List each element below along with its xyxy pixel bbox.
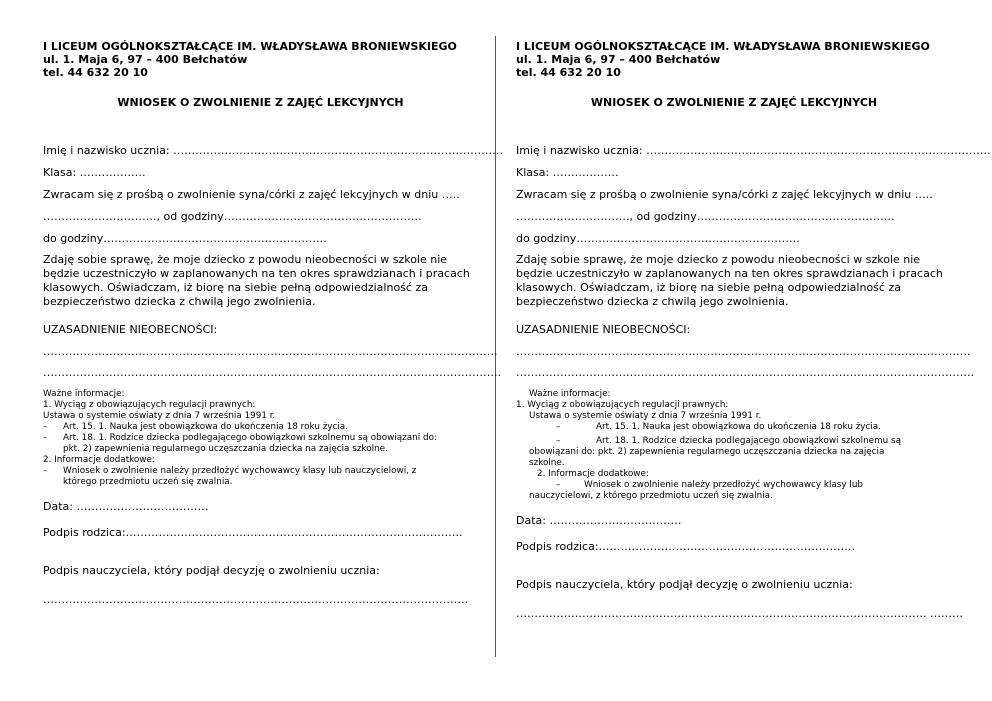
class-field[interactable]: Klasa: ……………… (43, 166, 146, 179)
parent-signature-field[interactable]: Podpis rodzica:……………………………………………………………………………….. (43, 526, 463, 539)
teacher-signature-label: Podpis nauczyciela, który podjął decyzję o zwolnieniu ucznia: (516, 578, 853, 591)
info-heading: Ważne informacje: (529, 389, 611, 399)
important-info (516, 389, 952, 502)
justification-line-1[interactable]: ……………………………………………………………………………………………………………. (43, 345, 498, 358)
dash-bullet: – (43, 466, 48, 476)
student-name-field[interactable]: Imię i nazwisko ucznia: ……………………………………………………………………………… (43, 144, 504, 157)
justification-label: UZASADNIENIE NIEOBECNOŚCI: (43, 323, 218, 336)
info-item-2: 2. Informacje dodatkowe: (537, 469, 649, 479)
school-phone: tel. 44 632 20 10 (516, 66, 621, 79)
request-line[interactable]: Zwracam się z prośbą o zwolnienie syna/córki z zajęć lekcyjnych w dniu ….. (516, 188, 933, 201)
info-act: Ustawa o systemie oświaty z dnia 7 września 1991 r. (529, 411, 762, 421)
parent-signature-field[interactable]: Podpis rodzica:……………………………………………………………. (516, 540, 856, 553)
teacher-signature-field[interactable]: …………………………………………………………………………………………………. ……… (516, 607, 963, 620)
form-right (497, 0, 992, 701)
info-item-2: 2. Informacje dodatkowe: (43, 455, 155, 465)
teacher-signature-label: Podpis nauczyciela, który podjął decyzję o zwolnieniu ucznia: (43, 564, 380, 577)
dash-bullet: – (556, 422, 561, 432)
info-item-1: 1. Wyciąg z obowiązujących regulacji prawnych: (43, 400, 256, 410)
form-title: WNIOSEK O ZWOLNIENIE Z ZAJĘĆ LEKCYJNYCH (590, 96, 878, 109)
form-title: WNIOSEK O ZWOLNIENIE Z ZAJĘĆ LEKCYJNYCH (117, 96, 404, 109)
dash-bullet: – (43, 433, 48, 443)
to-hour-field[interactable]: do godziny……………………………………………………. (516, 232, 800, 245)
justification-label: UZASADNIENIE NIEOBECNOŚCI: (516, 323, 691, 336)
declaration-text: Zdaję sobie sprawę, że moje dziecko z powodu nieobecności w szkole nie będzie uczestniczyło w zaplanowanych na ten okres sprawdzianach i pracach klasowych. Oświadczam, iż biorę na siebie pełną odpowiedzialność za bezpieczeństwo dziecka z chwilą jego zwolnienia. (516, 253, 943, 308)
info-note: – Wniosek o zwolnienie należy przedłożyć wychowawcy klasy lub nauczycielowi, z (43, 466, 417, 476)
class-field[interactable]: Klasa: ……………… (516, 166, 619, 179)
info-heading: Ważne informacje: (43, 389, 125, 399)
justification-line-2[interactable]: …………………………………………………………………………………………………………….. (43, 366, 501, 379)
school-address: ul. 1. Maja 6, 97 – 400 Bełchatów (516, 53, 721, 66)
justification-line-1[interactable]: ……………………………………………………………………………………………………………. (516, 345, 971, 358)
request-line[interactable]: Zwracam się z prośbą o zwolnienie syna/córki z zajęć lekcyjnych w dniu ….. (43, 188, 460, 201)
dash-bullet: – (43, 422, 48, 432)
date-field[interactable]: Data: ……………………………… (516, 514, 682, 527)
info-act: Ustawa o systemie oświaty z dnia 7 września 1991 r. (43, 411, 276, 421)
school-name: I LICEUM OGÓLNOKSZTAŁCĄCE IM. WŁADYSŁAWA BRONIEWSKIEGO (43, 40, 457, 53)
dash-bullet: – (556, 436, 561, 446)
student-name-field[interactable]: Imię i nazwisko ucznia: …………………………………………………………………………………. (516, 144, 991, 157)
justification-line-2[interactable]: …………………………………………………………………………………………………………….. (516, 366, 974, 379)
dash-bullet: – (556, 480, 561, 490)
school-address: ul. 1. Maja 6, 97 – 400 Bełchatów (43, 53, 248, 66)
info-art18-cont2: szkolne. (529, 458, 565, 468)
info-item-1: 1. Wyciąg z obowiązujących regulacji prawnych: (516, 400, 729, 410)
from-hour-field[interactable]: …………………………., od godziny……………………………………………… (43, 210, 422, 223)
info-art18: – Art. 18. 1. Rodzice dziecka podlegającego obowiązkowi szkolnemu są obowiązani do: (43, 433, 437, 443)
info-note-cont: nauczycielowi, z którego przedmiotu uczeń się zwalnia. (529, 491, 773, 501)
date-field[interactable]: Data: ……………………………… (43, 500, 209, 513)
info-note-cont: którego przedmiotu uczeń się zwalnia. (63, 477, 233, 487)
info-art15: – Art. 15. 1. Nauka jest obowiązkowa do ukończenia 18 roku życia. (43, 422, 348, 432)
to-hour-field[interactable]: do godziny……………………………………………………. (43, 232, 327, 245)
info-note: – Wniosek o zwolnienie należy przedłożyć wychowawcy klasy lub (556, 480, 863, 490)
important-info (43, 389, 478, 488)
info-art18-cont: pkt. 2) zapewnienia regularnego uczęszczania dziecka na zajęcia szkolne. (63, 444, 388, 454)
from-hour-field[interactable]: …………………………., od godziny……………………………………………… (516, 210, 895, 223)
info-art18-cont: obowiązani do: pkt. 2) zapewnienia regularnego uczęszczania dziecka na zajęcia (529, 447, 885, 457)
info-art15: – Art. 15. 1. Nauka jest obowiązkowa do ukończenia 18 roku życia. (556, 422, 881, 432)
school-phone: tel. 44 632 20 10 (43, 66, 148, 79)
teacher-signature-field[interactable]: …………………………………………………………………………………………………….. (43, 593, 468, 606)
school-name: I LICEUM OGÓLNOKSZTAŁCĄCE IM. WŁADYSŁAWA BRONIEWSKIEGO (516, 40, 930, 53)
info-art18: – Art. 18. 1. Rodzice dziecka podlegającego obowiązkowi szkolnemu są (556, 436, 901, 446)
declaration-text: Zdaję sobie sprawę, że moje dziecko z powodu nieobecności w szkole nie będzie uczestniczyło w zaplanowanych na ten okres sprawdzianach i pracach klasowych. Oświadczam, iż biorę na siebie pełną odpowiedzialność za bezpieczeństwo dziecka z chwilą jego zwolnienia. (43, 253, 470, 308)
